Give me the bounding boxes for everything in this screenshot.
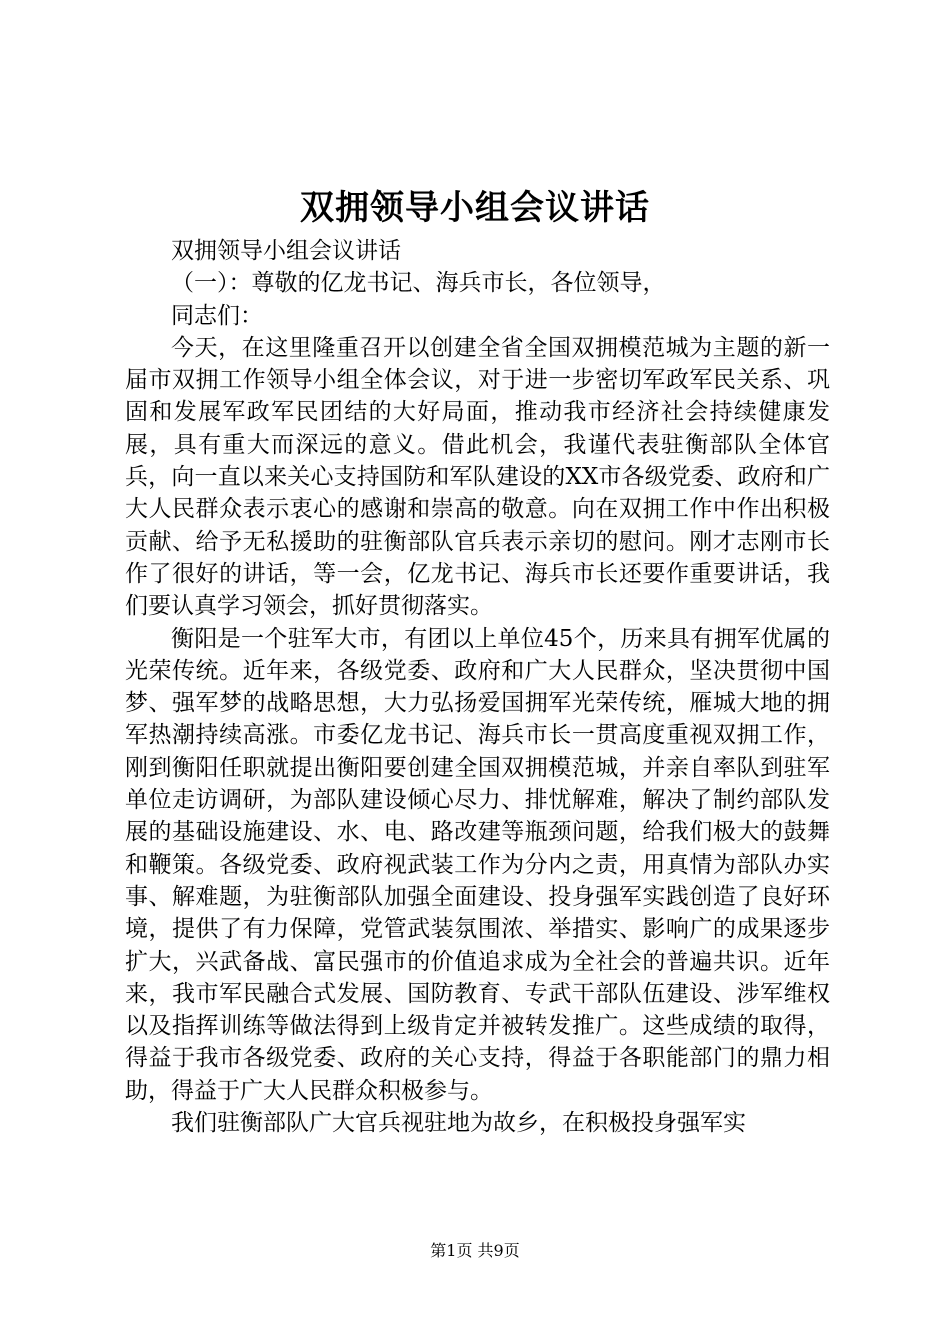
document-body [125, 235, 830, 1139]
page-footer: 第1页 共9页 [430, 1241, 520, 1260]
body-paragraph: 我们驻衡部队广大官兵视驻地为故乡，在积极投身强军实 [171, 1110, 746, 1137]
body-paragraph: 衡阳是一个驻军大市，有团以上单位45个，历来具有拥军优属的光荣传统。近年来，各级党委、政府和广大人民群众，坚决贯彻中国梦、强军梦的战略思想，大力弘扬爱国拥军光荣传统，雁城大地的拥军热潮持续高涨。市委亿龙书记、海兵市长一贯高度重视双拥工作，刚到衡阳任职就提出衡阳要创建全国双拥模范城，并亲自率队到驻军单位走访调研，为部队建设倾心尽力、排忧解难，解决了制约部队发展的基础设施建设、水、电、路改建等瓶颈问题，给我们极大的鼓舞和鞭策。各级党委、政府视武装工作为分内之责，用真情为部队办实事、解难题，为驻衡部队加强全面建设、投身强军实践创造了良好环境，提供了有力保障，党管武装氛围浓、举措实、影响广的成果逐步扩大，兴武备战、富民强市的价值追求成为全社会的普遍共识。近年来，我市军民融合式发展、国防教育、专武干部队伍建设、涉军维权以及指挥训练等做法得到上级肯定并被转发推广。这些成绩的取得，得益于我市各级党委、政府的关心支持，得益于各职能部门的鼎力相助，得益于广大人民群众积极参与。 [125, 625, 830, 1104]
salutation-comrades: 同志们： [171, 302, 263, 329]
body-paragraph: 今天，在这里隆重召开以创建全省全国双拥模范城为主题的新一届市双拥工作领导小组全体会议，对于进一步密切军政军民关系、巩固和发展军政军民团结的大好局面，推动我市经济社会持续健康发展，具有重大而深远的意义。借此机会，我谨代表驻衡部队全体官兵，向一直以来关心支持国防和军队建设的XX市各级党委、政府和广大人民群众表示衷心的感谢和崇高的敬意。向在双拥工作中作出积极贡献、给予无私援助的驻衡部队官兵表示亲切的慰问。刚才志刚市长作了很好的讲话，等一会，亿龙书记、海兵市长还要作重要讲话，我们要认真学习领会，抓好贯彻落实。 [125, 334, 830, 620]
document-title: 双拥领导小组会议讲话 [300, 188, 650, 228]
subtitle-paragraph: 双拥领导小组会议讲话 [171, 238, 401, 264]
salutation-paragraph: （一）：尊敬的亿龙书记、海兵市长，各位领导， [171, 270, 666, 297]
